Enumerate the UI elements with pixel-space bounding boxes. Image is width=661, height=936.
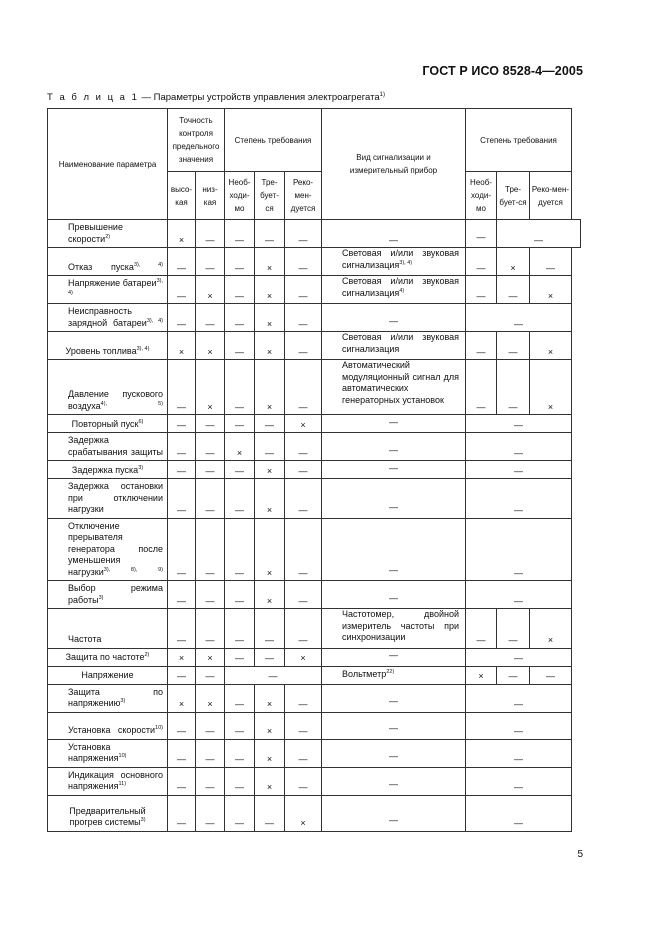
- parameter-name: Напряжение: [81, 670, 134, 680]
- parameter-footnote: 3), 4): [146, 317, 163, 324]
- value-cell: —: [285, 433, 322, 461]
- parameter-name-cell: [48, 666, 168, 684]
- value-cell: ×: [255, 248, 285, 276]
- signaling-text: Световая и/или звуковая сигнализация: [342, 248, 460, 270]
- signaling-text: Вольтметр: [342, 669, 387, 680]
- value-cell: —: [225, 648, 255, 666]
- value-cell: —: [255, 433, 285, 461]
- value-cell: ×: [168, 220, 196, 248]
- signaling-cell: [322, 648, 466, 666]
- signaling-text: —: [389, 751, 399, 761]
- value-cell: —: [285, 684, 322, 712]
- requirement-cell-merged: —: [466, 433, 572, 461]
- signaling-cell: [322, 433, 466, 461]
- parameter-name: Установка скорости: [68, 725, 156, 735]
- caption-text: — Параметры устройств управления электроагрегата: [138, 92, 380, 104]
- value-cell: ×: [285, 415, 322, 433]
- value-cell: —: [285, 609, 322, 649]
- value-cell: —: [168, 248, 196, 276]
- value-cell: —: [285, 332, 322, 360]
- value-cell: —: [285, 767, 322, 795]
- parameter-footnote: 10): [118, 753, 127, 759]
- value-cell: ×: [285, 648, 322, 666]
- value-cell: —: [255, 415, 285, 433]
- page-number: 5: [577, 849, 583, 860]
- parameter-name: Отключение прерывателя генератора после уменьшения нагрузки: [68, 520, 163, 577]
- signaling-text: —: [389, 416, 399, 427]
- parameter-name-cell: [48, 518, 168, 581]
- value-cell: —: [196, 461, 225, 479]
- signaling-footnote: 22): [386, 669, 395, 676]
- table-row: [48, 220, 581, 248]
- value-cell: ×: [255, 461, 285, 479]
- parameter-name: Установка напряжения: [68, 741, 119, 763]
- table-row: [48, 479, 581, 519]
- parameter-name-cell: [48, 360, 168, 415]
- signaling-cell: [322, 684, 466, 712]
- col-header-needed-2: Тре-бует-ся: [497, 172, 530, 220]
- signaling-text: —: [389, 315, 399, 326]
- parameter-footnote: 10): [155, 725, 163, 731]
- parameter-name: Задержка пуска: [71, 464, 139, 475]
- col-header-recommended: Реко-мен-дуется: [285, 172, 322, 220]
- table-row: [48, 248, 581, 276]
- signaling-text: Световая и/или звуковая сигнализация: [342, 276, 460, 298]
- parameter-footnote: 3): [120, 698, 126, 704]
- signaling-text: Частотомер, двойной измеритель частоты при синхронизации: [342, 609, 460, 642]
- value-cell: —: [225, 461, 255, 479]
- value-cell: —: [225, 684, 255, 712]
- value-cell: —: [196, 609, 225, 649]
- value-cell: —: [196, 666, 225, 684]
- signaling-cell: [322, 795, 466, 831]
- requirement-cell: —: [497, 332, 530, 360]
- col-header-required-2: Необ-ходи-мо: [466, 172, 497, 220]
- parameter-name-cell: [48, 415, 168, 433]
- parameter-name: Предварительный прогрев системы: [69, 805, 146, 827]
- parameter-name-cell: [48, 461, 168, 479]
- parameter-name-cell: [48, 648, 168, 666]
- value-cell: ×: [255, 276, 285, 304]
- value-cell: —: [168, 360, 196, 415]
- value-cell: —: [168, 461, 196, 479]
- signaling-cell: [322, 415, 466, 433]
- col-header-name: Наименование параметра: [48, 109, 168, 220]
- value-cell: —: [196, 795, 225, 831]
- value-cell: —: [168, 479, 196, 519]
- signaling-cell: [322, 479, 466, 519]
- signaling-cell: [322, 609, 466, 649]
- value-cell: ×: [255, 739, 285, 767]
- value-cell: —: [196, 433, 225, 461]
- value-cell: —: [196, 304, 225, 332]
- value-cell: —: [196, 518, 225, 581]
- value-cell: —: [168, 433, 196, 461]
- signaling-cell: [322, 461, 466, 479]
- value-cell: ×: [168, 332, 196, 360]
- table-row: [48, 304, 581, 332]
- parameter-name: Частота: [68, 634, 102, 644]
- signaling-cell: [322, 518, 466, 581]
- requirement-cell-merged: —: [466, 712, 572, 739]
- parameter-name: Защита по напряжению: [68, 686, 163, 708]
- signaling-text: —: [389, 650, 399, 660]
- value-cell: —: [225, 248, 255, 276]
- signaling-cell: [322, 304, 466, 332]
- table-row: [48, 276, 581, 304]
- table-row: [48, 415, 581, 433]
- parameter-footnote: 3): [138, 464, 144, 471]
- value-cell: —: [168, 666, 196, 684]
- parameter-name: Задержка остановки при отключении нагрузки: [68, 481, 163, 514]
- value-cell: ×: [196, 684, 225, 712]
- signaling-text: —: [389, 815, 399, 825]
- value-cell: —: [168, 767, 196, 795]
- value-cell: —: [168, 712, 196, 739]
- signaling-footnote: 3), 4): [399, 259, 413, 266]
- col-header-requirement: Степень требования: [225, 109, 322, 172]
- table-row: [48, 609, 581, 649]
- signaling-text: —: [389, 779, 399, 789]
- parameter-footnote: 3), 8), 9): [103, 566, 163, 573]
- value-cell: —: [285, 276, 322, 304]
- value-cell: —: [168, 609, 196, 649]
- value-cell: —: [225, 276, 255, 304]
- requirement-cell: —: [497, 609, 530, 649]
- value-cell: —: [255, 648, 285, 666]
- value-cell: —: [225, 360, 255, 415]
- value-cell: ×: [196, 276, 225, 304]
- value-cell: ×: [255, 332, 285, 360]
- table-row: [48, 739, 581, 767]
- requirement-cell: ×: [530, 332, 572, 360]
- parameter-name-cell: [48, 276, 168, 304]
- parameters-table: [47, 108, 581, 832]
- value-cell: ×: [285, 795, 322, 831]
- table-row: [48, 360, 581, 415]
- value-cell: —: [285, 712, 322, 739]
- parameter-name: Неисправность зарядной батареи: [68, 306, 147, 328]
- value-cell: —: [285, 518, 322, 581]
- requirement-cell: ×: [530, 276, 572, 304]
- value-cell: —: [225, 609, 255, 649]
- value-cell: ×: [255, 518, 285, 581]
- value-cell: —: [285, 461, 322, 479]
- parameter-footnote: 3), 4): [68, 278, 163, 296]
- requirement-cell-merged: —: [466, 648, 572, 666]
- requirement-cell-merged: —: [466, 304, 572, 332]
- col-header-required: Необ-ходи-мо: [225, 172, 255, 220]
- value-cell: —: [285, 739, 322, 767]
- requirement-cell: —: [466, 276, 497, 304]
- signaling-text: —: [389, 444, 399, 455]
- value-cell: —: [225, 739, 255, 767]
- signaling-cell: [322, 666, 466, 684]
- signaling-text: —: [389, 462, 399, 473]
- signaling-text: —: [389, 592, 399, 603]
- value-cell: —: [168, 795, 196, 831]
- value-cell: —: [285, 479, 322, 519]
- value-cell: —: [225, 767, 255, 795]
- parameter-name: Давление пускового воздуха: [68, 389, 163, 411]
- col-header-signaling: Вид сигнализации и измерительный прибор: [322, 109, 466, 220]
- parameter-name: Выбор режима работы: [68, 583, 163, 605]
- requirement-cell-merged: —: [466, 461, 572, 479]
- value-cell: —: [225, 518, 255, 581]
- requirement-cell-merged: —: [466, 415, 572, 433]
- parameter-name-cell: [48, 609, 168, 649]
- value-cell: —: [196, 767, 225, 795]
- value-cell: —: [225, 415, 255, 433]
- parameter-name: Превышение скорости: [68, 222, 123, 244]
- table-row: [48, 648, 581, 666]
- value-cell: —: [196, 220, 225, 248]
- document-header: ГОСТ Р ИСО 8528-4—2005: [422, 64, 583, 78]
- parameter-name: Задержка срабатывания защиты: [68, 435, 163, 457]
- requirement-cell-merged: —: [466, 767, 572, 795]
- value-cell: —: [168, 581, 196, 609]
- parameter-footnote: 2): [144, 652, 150, 658]
- signaling-footnote: 4): [399, 287, 405, 294]
- parameter-footnote: 3): [140, 817, 146, 823]
- requirement-cell-merged: —: [466, 479, 572, 519]
- col-header-accuracy: Точность контроля предельного значения: [168, 109, 225, 172]
- requirement-cell: ×: [497, 248, 530, 276]
- value-cell: —: [255, 795, 285, 831]
- value-cell: —: [196, 581, 225, 609]
- value-cell: ×: [255, 581, 285, 609]
- table-row: [48, 433, 581, 461]
- table-row: [48, 461, 581, 479]
- value-cell: —: [285, 360, 322, 415]
- requirement-cell-merged: —: [466, 684, 572, 712]
- requirement-cell: —: [497, 276, 530, 304]
- signaling-cell: [322, 332, 466, 360]
- col-header-requirement-2: Степень требования: [466, 109, 572, 172]
- value-cell-merged: —: [225, 666, 322, 684]
- value-cell: —: [285, 304, 322, 332]
- value-cell: ×: [196, 332, 225, 360]
- parameter-footnote: 6): [138, 418, 144, 425]
- value-cell: —: [285, 581, 322, 609]
- parameter-name-cell: [48, 479, 168, 519]
- parameter-name-cell: [48, 684, 168, 712]
- value-cell: ×: [255, 360, 285, 415]
- table-row: [48, 581, 581, 609]
- signaling-cell: [322, 581, 466, 609]
- parameter-footnote: 4), 5): [100, 400, 163, 407]
- parameter-name: Уровень топлива: [65, 345, 137, 356]
- value-cell: ×: [255, 684, 285, 712]
- parameter-name-cell: [48, 712, 168, 739]
- table-row: [48, 518, 581, 581]
- parameter-name-cell: [48, 248, 168, 276]
- requirement-cell-merged: —: [466, 518, 572, 581]
- requirement-cell: —: [530, 666, 572, 684]
- value-cell: ×: [255, 479, 285, 519]
- col-header-recommended-2: Реко-мен-дуется: [530, 172, 572, 220]
- parameter-name-cell: [48, 795, 168, 831]
- requirement-cell: ×: [530, 360, 572, 415]
- value-cell: —: [196, 479, 225, 519]
- signaling-text: Автоматический модуляционный сигнал для автоматических генераторных установок: [342, 360, 460, 405]
- requirement-cell-merged: —: [466, 795, 572, 831]
- value-cell: —: [225, 479, 255, 519]
- requirement-cell-merged: —: [497, 220, 581, 248]
- parameter-name-cell: [48, 220, 168, 248]
- value-cell: ×: [255, 304, 285, 332]
- table-caption: [47, 92, 385, 103]
- value-cell: —: [255, 609, 285, 649]
- parameter-footnote: 3), 4): [133, 261, 164, 268]
- parameter-name: Индикация основного напряжения: [68, 769, 163, 791]
- requirement-cell-merged: —: [466, 739, 572, 767]
- caption-footnote: 1): [379, 92, 385, 98]
- parameter-name: Повторный пуск: [71, 418, 139, 429]
- parameter-name-cell: [48, 433, 168, 461]
- value-cell: —: [225, 581, 255, 609]
- value-cell: —: [196, 712, 225, 739]
- value-cell: —: [225, 304, 255, 332]
- value-cell: ×: [168, 684, 196, 712]
- parameter-footnote: 11): [118, 781, 127, 787]
- table-row: [48, 666, 581, 684]
- requirement-cell: —: [466, 248, 497, 276]
- signaling-text: —: [389, 696, 399, 706]
- col-header-needed: Тре-бует-ся: [255, 172, 285, 220]
- signaling-cell: [322, 248, 466, 276]
- parameter-name-cell: [48, 581, 168, 609]
- value-cell: ×: [196, 648, 225, 666]
- requirement-cell: —: [466, 360, 497, 415]
- parameter-footnote: 3): [98, 594, 104, 601]
- value-cell: —: [322, 220, 466, 248]
- value-cell: —: [168, 739, 196, 767]
- signaling-text: —: [389, 564, 399, 575]
- requirement-cell: —: [530, 248, 572, 276]
- signaling-cell: [466, 220, 497, 248]
- col-header-low: низ-кая: [196, 172, 225, 220]
- value-cell: ×: [255, 767, 285, 795]
- requirement-cell: ×: [530, 609, 572, 649]
- value-cell: —: [225, 712, 255, 739]
- requirement-cell-merged: —: [466, 581, 572, 609]
- parameter-footnote: 3), 4): [136, 345, 150, 352]
- parameter-name: Защита по частоте: [65, 652, 145, 662]
- value-cell: —: [255, 220, 285, 248]
- value-cell: —: [225, 795, 255, 831]
- value-cell: —: [225, 220, 255, 248]
- value-cell: ×: [255, 712, 285, 739]
- value-cell: —: [225, 332, 255, 360]
- signaling-cell: [322, 276, 466, 304]
- parameter-name-cell: [48, 304, 168, 332]
- value-cell: —: [196, 415, 225, 433]
- requirement-cell: —: [466, 609, 497, 649]
- table-row: [48, 795, 581, 831]
- value-cell: —: [196, 248, 225, 276]
- value-cell: ×: [196, 360, 225, 415]
- value-cell: —: [285, 220, 322, 248]
- requirement-cell: —: [497, 360, 530, 415]
- signaling-cell: [322, 739, 466, 767]
- parameter-footnote: 2): [105, 233, 111, 240]
- signaling-text: Световая и/или звуковая сигнализация: [342, 332, 460, 354]
- table-row: [48, 767, 581, 795]
- signaling-cell: [322, 712, 466, 739]
- value-cell: ×: [225, 433, 255, 461]
- requirement-cell: ×: [466, 666, 497, 684]
- signaling-text: —: [476, 231, 486, 242]
- value-cell: —: [168, 415, 196, 433]
- value-cell: —: [168, 518, 196, 581]
- value-cell: ×: [168, 648, 196, 666]
- signaling-text: —: [389, 502, 399, 512]
- parameter-name-cell: [48, 739, 168, 767]
- signaling-cell: [322, 360, 466, 415]
- signaling-cell: [322, 767, 466, 795]
- col-header-high: высо-кая: [168, 172, 196, 220]
- parameter-name: Напряжение батареи: [68, 278, 157, 288]
- value-cell: —: [285, 248, 322, 276]
- parameter-name-cell: [48, 767, 168, 795]
- value-cell: —: [168, 304, 196, 332]
- parameter-name-cell: [48, 332, 168, 360]
- value-cell: —: [168, 276, 196, 304]
- table-row: [48, 712, 581, 739]
- value-cell: —: [196, 739, 225, 767]
- table-row: [48, 332, 581, 360]
- requirement-cell: —: [466, 332, 497, 360]
- table-row: [48, 684, 581, 712]
- parameter-name: Отказ пуска: [68, 261, 134, 272]
- signaling-text: —: [389, 723, 399, 733]
- caption-label: Т а б л и ц а 1: [47, 92, 139, 104]
- requirement-cell: —: [497, 666, 530, 684]
